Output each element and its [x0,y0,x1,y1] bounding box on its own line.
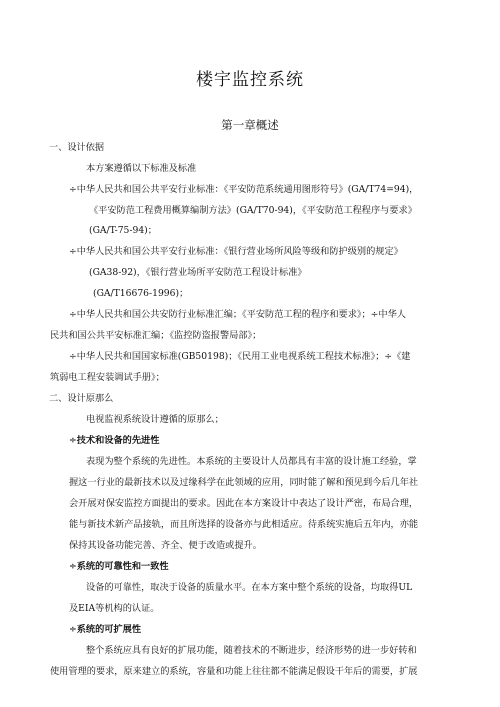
paragraph-line: 《平安防范工程费用概算编制方法》(GA/T70-94)，《平安防范工程程序与要求》 [89,205,417,216]
paragraph-line: 整个系统应具有良好的扩展功能，随着技术的不断进步，经济形势的进一步好转和 [86,645,417,656]
paragraph-line: ÷中华人民共和国公共平安行业标准：《银行营业场所风险等级和防护级别的规定》 [69,246,403,257]
document-title: 楼宇监控系统 [196,70,304,90]
paragraph-line: 民共和国公共平安标准汇编；《监控防盗报警局部》； [50,330,262,341]
paragraph-line: 使用管理的要求，原来建立的系统，容量和功能上往往都不能满足假设干年后的需要，扩展 [50,666,418,677]
paragraph-line: ÷中华人民共和国国家标准(GB50198)；《民用工业电视系统工程技术标准》；÷《建 [69,351,411,362]
paragraph-line: 能与新技术新产品接轨，而且所选择的设备亦与此相适应。待系统实施后五年内，亦能 [69,519,419,530]
paragraph-line: (GA/T-75-94)； [89,225,157,236]
subheading-technology-advancement: ÷技术和设备的先进性 [69,435,160,446]
paragraph-line: 及EIA等机构的认证。 [69,603,160,614]
section-heading-design-principles: 二、设计原那么 [49,393,114,404]
subheading-expandability: ÷系统的可扩展性 [69,624,142,635]
subheading-reliability: ÷系统的可靠性和一致性 [69,561,169,572]
paragraph-line: (GA/T16676-1996)； [93,288,189,299]
paragraph-line: 会开展对保安监控方面提出的要求。因此在本方案设计中表达了设计严密，布局合理， [69,498,419,509]
paragraph-line: 表现为整个系统的先进性。本系统的主要设计人员都具有丰富的设计施工经验，掌 [86,456,417,467]
paragraph-line: 本方案遵循以下标准及标准 [86,163,197,174]
paragraph-line: 握这一行业的最新技术以及过缘科学在此领域的应用，同时能了解和预见到今后几年社 [69,477,419,488]
paragraph-line: 筑弱电工程安装调试手册》； [50,372,165,383]
chapter-title: 第一章概述 [221,118,279,132]
paragraph-line: 设备的可靠性，取决于设备的质量水平。在本方案中整个系统的设备，均取得UL [86,582,413,593]
paragraph-line: 电视监视系统设计遵循的原那么； [86,414,224,425]
paragraph-line: 保持其设备功能完善、齐全、便于改造或提升。 [69,540,262,551]
paragraph-line: (GA38-92)，《银行营业场所平安防范工程设计标准》 [89,267,307,278]
section-heading-design-basis: 一、设计依据 [49,142,105,153]
paragraph-line: ÷中华人民共和国公共安防行业标准汇编；《平安防范工程的程序和要求》；÷中华人 [69,309,406,320]
paragraph-line: ÷中华人民共和国公共平安行业标准：《平安防范系统通用图形符号》(GA/T74=94)， [69,184,419,195]
